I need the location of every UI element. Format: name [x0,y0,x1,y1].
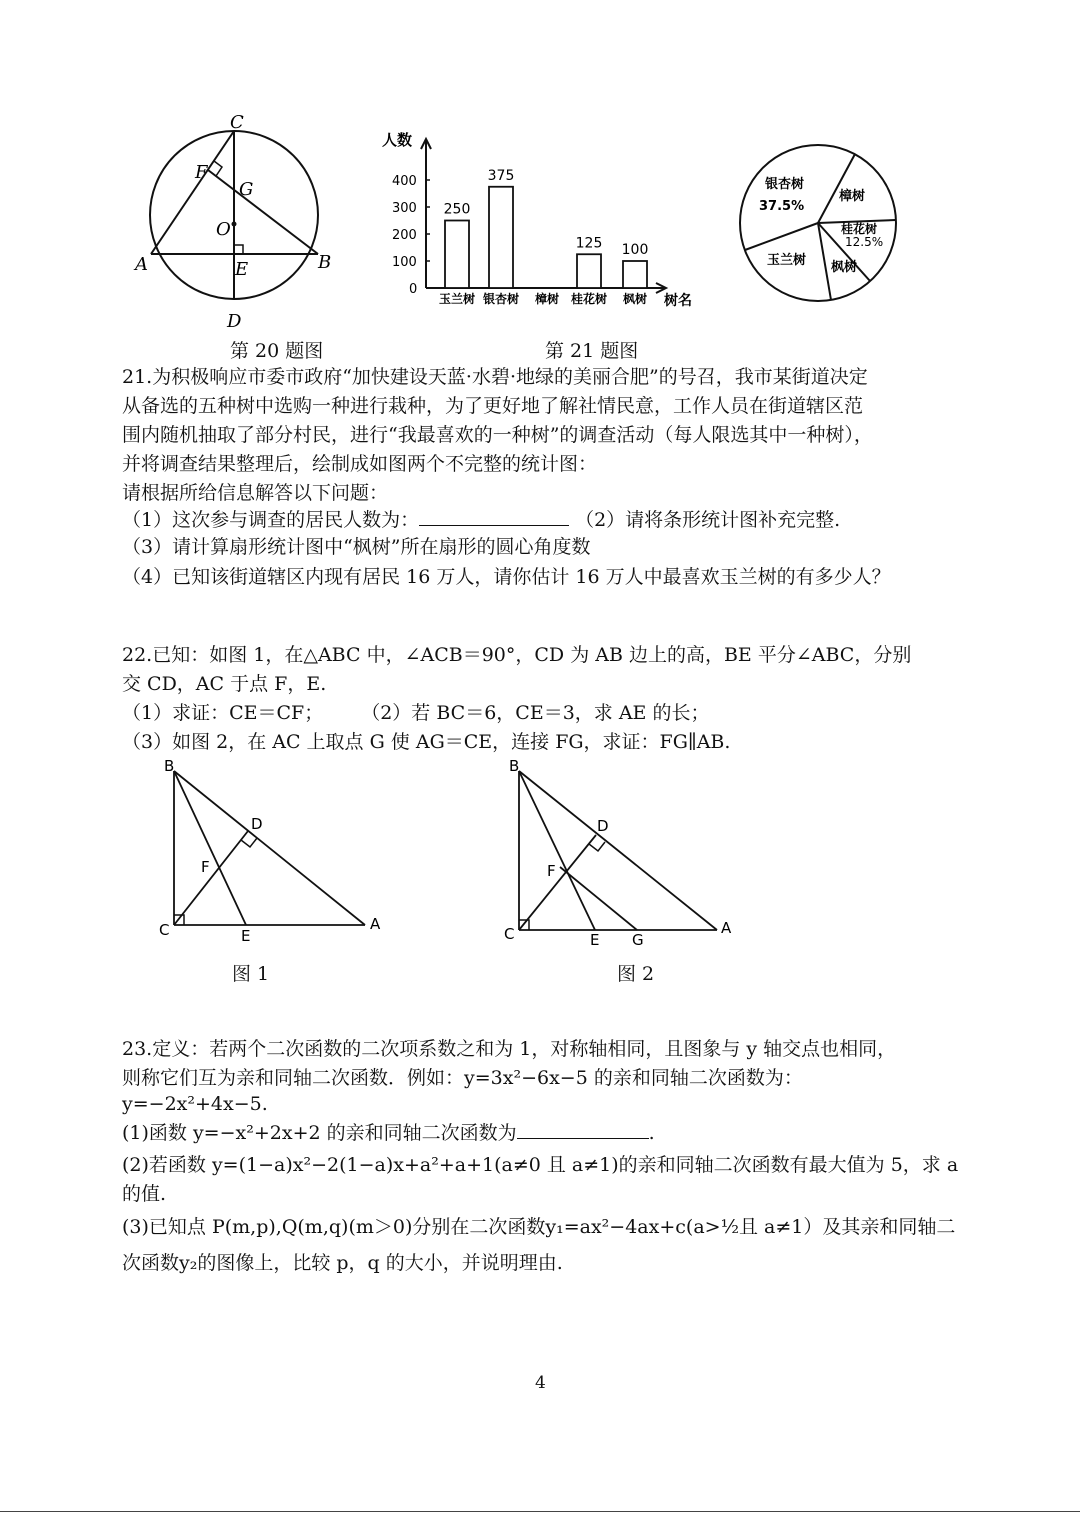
fig2-label-g: G [632,931,644,949]
category-label: 桂花树 [570,292,608,306]
q23-answer-blank [517,1120,649,1139]
q22-line-1: 22.已知：如图 1，在△ABC 中，∠ACB＝90°，CD 为 AB 边上的高，BE 平分∠ABC，分别 [122,644,912,666]
pie-label-maple: 枫树 [831,260,858,275]
bar-data-label: 100 [621,242,649,258]
q22-figure-1 [150,755,390,950]
fig2-label-a: A [721,919,732,937]
category-label: 枫树 [622,292,648,306]
figure-20-caption: 第 20 题图 [230,340,324,362]
q21-part-1: （1）这次参与调查的居民人数为： [122,509,420,531]
page-number: 4 [535,1373,546,1393]
fig1-label-a: A [370,915,381,933]
q21-answer-blank [419,507,569,526]
q22-figure-1-caption: 图 1 [232,963,270,985]
y-axis-label: 人数 [382,131,413,149]
y-tick-label: 200 [392,228,417,243]
q23-part-2-line-2: 的值. [122,1183,167,1205]
q23-line-3: y=−2x²+4x−5. [122,1093,268,1115]
fig2-label-d: D [597,817,609,835]
right-angle-f [214,161,222,176]
q23-part-3-line-1: (3)已知点 P(m,p),Q(m,q)(m＞0)分别在二次函数y₁=ax²−4ax+c(a>½且 a≠1）及其亲和同轴二 [122,1216,956,1238]
y-tick-label: 400 [392,174,417,189]
fig2-ba [519,771,717,930]
q23-part-2-line-1: (2)若函数 y=(1−a)x²−2(1−a)x+a²+a+1(a≠0 且 a≠1)的亲和同轴二次函数有最大值为 5，求 a [122,1154,959,1176]
right-angle-e [234,245,243,254]
q23-part-1-row [122,1120,655,1146]
figure-21-caption: 第 21 题图 [545,340,639,362]
center-point [232,222,237,227]
bar [445,221,469,289]
label-f: F [195,162,208,183]
q22-figure-2-caption: 图 2 [617,963,655,985]
bottom-rule [0,1511,1080,1512]
q21-part-1-row [122,507,840,533]
y-tick-label: 0 [409,282,418,297]
pie-divider-5 [745,223,818,250]
bar [623,261,647,288]
bar-data-label: 125 [575,235,603,252]
fig1-label-b: B [164,757,175,775]
pie-label-ginkgo-pct: 37.5% [759,199,805,214]
fig1-label-f: F [201,858,210,876]
category-label: 银杏树 [482,292,520,306]
q22-part-3: （3）如图 2，在 AC 上取点 G 使 AG＝CE，连接 FG，求证：FG∥AB. [122,731,731,753]
q21-part-2: （2）请将条形统计图补充完整. [575,509,841,531]
pie-chart [735,140,905,310]
q21-line-1: 21.为积极响应市委市政府“加快建设天蓝·水碧·地绿的美丽合肥”的号召，我市某街道决定 [122,366,868,388]
q21-line-3: 围内随机抽取了部分村民，进行“我最喜欢的一种树”的调查活动（每人限选其中一种树）， [122,424,873,446]
q21-part-4: （4）已知该街道辖区内现有居民 16 万人，请你估计 16 万人中最喜欢玉兰树的有多少人？ [122,566,891,588]
q23-part-3-line-2: 次函数y₂的图像上，比较 p，q 的大小，并说明理由. [122,1252,563,1274]
label-e: E [235,259,249,280]
category-label: 樟树 [534,292,560,306]
fig2-fg [560,867,637,930]
figure-20 [130,115,350,340]
fig2-label-e: E [590,931,600,949]
y-tick-label: 100 [392,255,417,270]
bar-data-label: 250 [443,201,471,218]
label-g: G [239,179,254,200]
x-axis-label: 树名 [664,293,692,309]
q22-figure-2 [495,755,745,950]
label-c: C [230,115,244,133]
bar [577,254,601,288]
pie-label-magnolia: 玉兰树 [767,253,807,268]
pie-label-ginkgo: 银杏树 [765,177,805,192]
fig2-label-f: F [547,862,556,880]
fig1-ba [174,771,365,925]
q23-line-2: 则称它们互为亲和同轴二次函数．例如：y=3x²−6x−5 的亲和同轴二次函数为： [122,1067,803,1089]
pie-label-osmanthus: 桂花树 [841,222,878,236]
pie-label-camphor: 樟树 [839,189,866,204]
q21-line-4: 并将调查结果整理后，绘制成如图两个不完整的统计图： [122,453,598,475]
category-label: 玉兰树 [438,292,476,306]
bar-data-label: 375 [487,167,515,184]
q22-line-2: 交 CD，AC 于点 F，E. [122,673,327,695]
fig2-label-b: B [509,757,520,775]
fig1-label-e: E [241,927,251,945]
fig1-label-c: C [159,921,170,939]
q21-part-3: （3）请计算扇形统计图中“枫树”所在扇形的圆心角度数 [122,536,591,558]
q21-line-2: 从备选的五种树中选购一种进行栽种，为了更好地了解社情民意，工作人员在街道辖区范 [122,395,864,417]
q21-line-5: 请根据所给信息解答以下问题： [122,482,389,504]
fig1-cd [174,831,248,925]
fig2-cd [519,835,596,930]
q23-part-1-end: . [648,1122,655,1144]
pie-label-osmanthus-pct: 12.5% [845,235,884,249]
fig2-right-angle-d [589,842,605,851]
bar [489,187,513,288]
fig1-right-angle-d [241,838,257,847]
y-tick-label: 300 [392,201,417,216]
bar-chart [380,125,710,315]
label-o: O [216,219,231,240]
q22-part-1: （1）求证：CE＝CF； [122,702,324,724]
label-b: B [318,252,332,273]
fig1-label-d: D [251,815,263,833]
q22-part-1-row [122,700,709,726]
q23-line-1: 23.定义：若两个二次函数的二次项系数之和为 1，对称轴相同，且图象与 y 轴交点也相同， [122,1038,897,1060]
q23-part-1: (1)函数 y=−x²+2x+2 的亲和同轴二次函数为 [122,1122,517,1144]
label-a: A [135,254,148,275]
q22-part-2: （2）若 BC＝6，CE＝3，求 AE 的长； [361,702,710,724]
segment-bf [208,170,318,254]
label-d: D [227,311,242,332]
fig2-label-c: C [504,925,515,943]
